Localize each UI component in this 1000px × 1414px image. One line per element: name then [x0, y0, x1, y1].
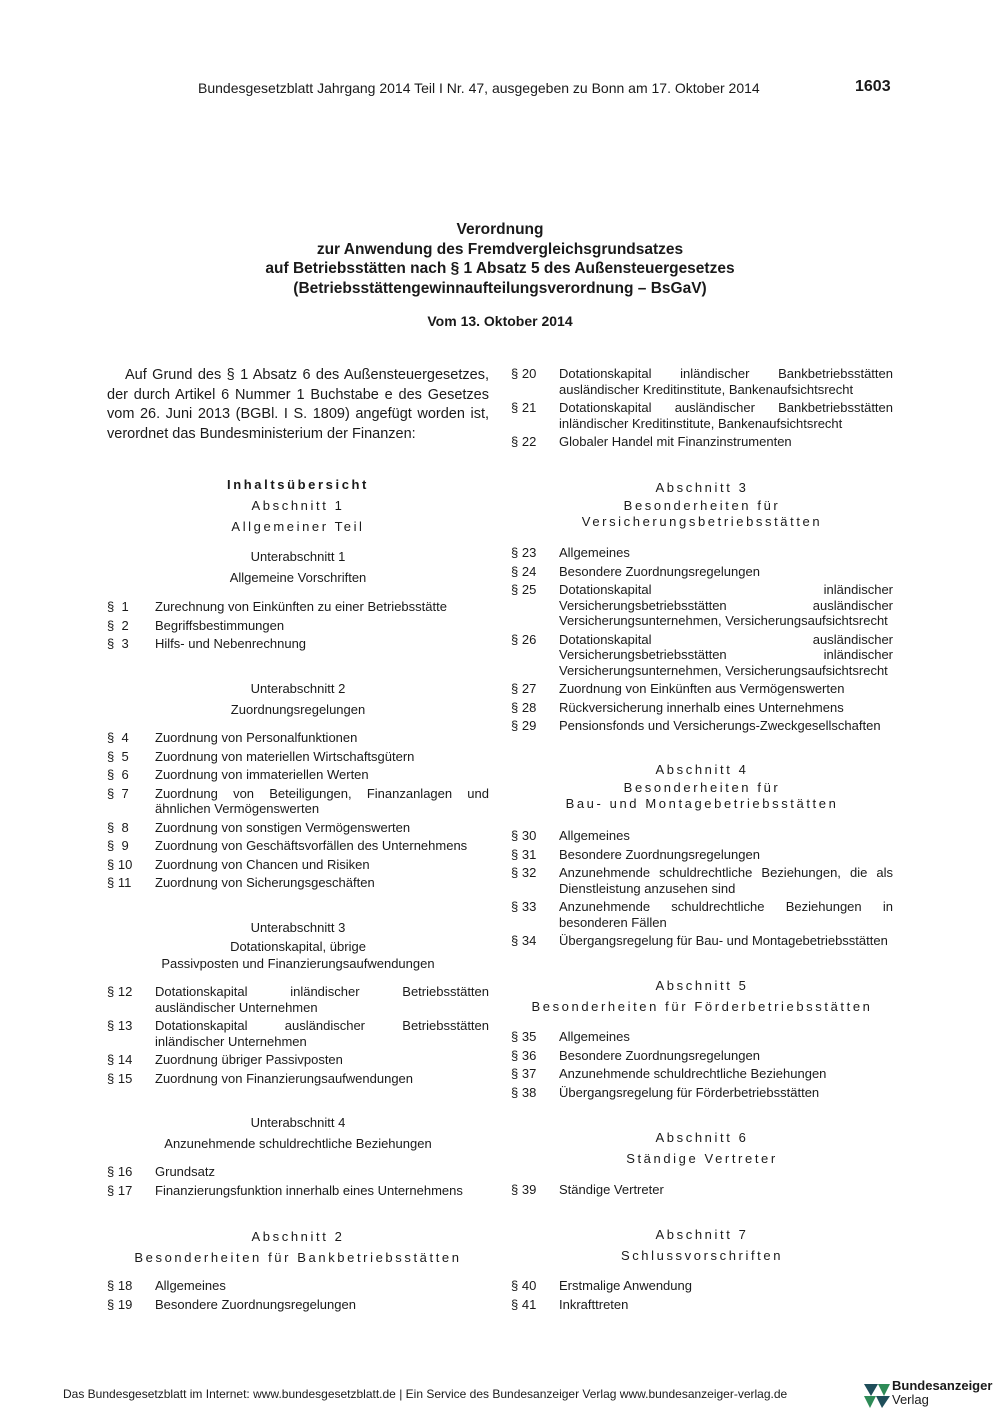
toc-entry-number: § 9	[107, 838, 129, 853]
toc-entry-number: § 17	[107, 1182, 133, 1198]
page-header	[0, 80, 1000, 102]
toc-entry	[511, 1182, 893, 1198]
toc-entry-number: § 8	[107, 819, 129, 835]
toc-entry-number: § 4	[107, 730, 129, 745]
unterabschnitt-1-name: Allgemeine Vorschriften	[229, 570, 367, 585]
toc-entry-title: Anzunehmende schuldrechtliche Beziehungen in besonderen Fällen	[559, 899, 893, 930]
toc-entry-title: Anzunehmende schuldrechtliche Beziehungen, die als Dienstleistung anzusehen sind	[559, 865, 893, 896]
abschnitt-6-label: Abschnitt 6	[655, 1130, 749, 1145]
toc-entry	[107, 1164, 489, 1180]
toc-entry	[511, 564, 893, 580]
abschnitt-2-list-continued	[511, 366, 893, 453]
toc-entry-title: Zuordnung von materiellen Wirtschaftsgütern	[155, 748, 415, 764]
title-line-1: Verordnung	[456, 221, 544, 238]
toc-entry-number: § 11	[107, 875, 132, 890]
unterabschnitt-2-label: Unterabschnitt 2	[250, 681, 346, 696]
toc-entry-number: § 21	[511, 400, 537, 415]
toc-entry-title: Besondere Zuordnungsregelungen	[559, 563, 760, 579]
toc-entry-number: § 24	[511, 563, 537, 579]
unterabschnitt-1-heading	[107, 546, 489, 588]
logo-line-2: Verlag	[892, 1392, 929, 1407]
toc-entry	[511, 865, 893, 896]
toc-entry	[511, 1278, 893, 1294]
toc-entry-title: Zuordnung von sonstigen Vermögenswerten	[155, 819, 411, 835]
toc-heading: Inhaltsübersicht	[226, 477, 369, 492]
toc-entry-number: § 34	[511, 933, 537, 948]
preamble-text	[107, 366, 489, 444]
toc-entry-number: § 23	[511, 545, 537, 560]
toc-entry-number: § 1	[107, 599, 129, 614]
toc-entry-number: § 39	[511, 1182, 537, 1197]
abschnitt-2-name: Besonderheiten für Bankbetriebsstätten	[134, 1250, 462, 1265]
toc-entry-number: § 33	[511, 899, 537, 914]
abschnitt-4-name-1: Besonderheiten für	[623, 780, 781, 795]
toc-entry-title: Zuordnung von Chancen und Risiken	[155, 856, 370, 872]
toc-entry-number: § 6	[107, 767, 129, 782]
toc-entry-number: § 19	[107, 1296, 133, 1312]
toc-entry-number: § 26	[511, 631, 537, 647]
abschnitt-5-heading	[511, 975, 893, 1017]
toc-entry	[107, 749, 489, 765]
abschnitt-3-name-1: Besonderheiten für	[623, 498, 781, 513]
toc-entry-number: § 30	[511, 828, 537, 843]
toc-entry-number: § 2	[107, 617, 129, 633]
toc-entry-number: § 28	[511, 699, 537, 715]
toc-entry	[511, 899, 893, 930]
unterabschnitt-2-heading	[107, 678, 489, 720]
bundesanzeiger-logo-icon	[862, 1380, 892, 1410]
toc-entry-title: Allgemeines	[559, 1029, 630, 1044]
toc-entry	[511, 1048, 893, 1064]
abschnitt-4-list	[511, 828, 893, 952]
abschnitt-4-heading	[511, 759, 893, 812]
toc-entry	[511, 681, 893, 697]
toc-entry-title: Anzunehmende schuldrechtliche Beziehungen	[559, 1066, 827, 1081]
unterabschnitt-4-name: Anzunehmende schuldrechtliche Beziehungen	[164, 1136, 432, 1151]
abschnitt-7-heading	[511, 1224, 893, 1266]
toc-entry	[107, 1278, 489, 1294]
toc-entry	[107, 599, 489, 615]
unterabschnitt-4-list	[107, 1164, 489, 1201]
toc-entry-title: Zuordnung von Personalfunktionen	[155, 730, 358, 745]
toc-entry	[107, 838, 489, 854]
title-line-4: (Betriebsstättengewinnaufteilungsverordnung – BsGaV)	[293, 279, 707, 297]
title-line-3: auf Betriebsstätten nach § 1 Absatz 5 des Außensteuergesetzes	[265, 260, 735, 277]
footer-text: Das Bundesgesetzblatt im Internet: www.bundesgesetzblatt.de | Ein Service des Bundesanzeiger Verlag www.bundesanzeiger-verlag.de	[63, 1387, 788, 1401]
toc-entry-title: Erstmalige Anwendung	[559, 1278, 692, 1293]
toc-entry	[107, 767, 489, 783]
toc-entry-title: Zuordnung von Finanzierungsaufwendungen	[155, 1070, 414, 1086]
abschnitt-6-name: Ständige Vertreter	[626, 1151, 778, 1166]
toc-entry-number: § 36	[511, 1047, 537, 1063]
toc-entry-number: § 25	[511, 582, 537, 597]
toc-entry	[107, 875, 489, 891]
toc-entry	[511, 1085, 893, 1101]
abschnitt-4-name-2: Bau- und Montagebetriebsstätten	[565, 796, 839, 811]
abschnitt-7-list	[511, 1278, 893, 1315]
toc-entry	[107, 1052, 489, 1068]
toc-entry-title: Hilfs- und Nebenrechnung	[155, 636, 307, 651]
toc-entry	[511, 1029, 893, 1045]
toc-entry-number: § 16	[107, 1164, 133, 1179]
toc-entry	[107, 1071, 489, 1087]
unterabschnitt-3-name-1: Dotationskapital, übrige	[230, 939, 366, 954]
abschnitt-2-list	[107, 1278, 489, 1315]
toc-entry	[511, 1297, 893, 1313]
logo-line-1: Bundesanzeiger	[892, 1378, 993, 1393]
toc-entry-number: § 10	[107, 856, 133, 872]
document-title	[100, 220, 900, 298]
toc-entry-title: Dotationskapital inländischer Bankbetriebsstätten ausländischer Kreditinstitute, Bankenaufsichtsrecht	[559, 366, 893, 397]
toc-entry-title: Dotationskapital ausländischer Betriebsstätten inländischer Unternehmen	[155, 1018, 489, 1049]
abschnitt-5-list	[511, 1029, 893, 1103]
toc-entry	[107, 820, 489, 836]
toc-entry-title: Begriffsbestimmungen	[155, 617, 285, 633]
toc-entry	[107, 730, 489, 746]
toc-entry	[511, 1066, 893, 1082]
abschnitt-2-heading	[107, 1226, 489, 1268]
toc-entry	[511, 632, 893, 679]
toc-entry-number: § 31	[511, 846, 537, 862]
toc-entry	[107, 984, 489, 1015]
toc-entry-number: § 13	[107, 1018, 133, 1033]
toc-entry-number: § 12	[107, 984, 133, 999]
toc-entry-number: § 40	[511, 1278, 537, 1293]
document-date: Vom 13. Oktober 2014	[427, 313, 573, 329]
toc-entry-title: Inkrafttreten	[559, 1296, 629, 1312]
toc-entry-title: Zuordnung von Sicherungsgeschäften	[155, 875, 375, 890]
toc-entry	[511, 400, 893, 431]
toc-entry-number: § 14	[107, 1052, 133, 1067]
abschnitt-3-heading	[511, 477, 893, 530]
toc-entry-title: Finanzierungsfunktion innerhalb eines Unternehmens	[155, 1182, 463, 1198]
toc-entry	[107, 1183, 489, 1199]
unterabschnitt-3-list	[107, 984, 489, 1089]
toc-entry-number: § 32	[511, 865, 537, 880]
abschnitt-5-label: Abschnitt 5	[655, 978, 749, 993]
toc-entry	[511, 545, 893, 561]
toc-entry	[107, 857, 489, 873]
abschnitt-6-list	[511, 1182, 893, 1201]
toc-entry	[107, 786, 489, 817]
toc-entry	[511, 933, 893, 949]
abschnitt-2-label: Abschnitt 2	[251, 1229, 345, 1244]
toc-entry-title: Übergangsregelung für Förderbetriebsstätten	[559, 1084, 820, 1100]
logo-wordmark	[892, 1379, 992, 1407]
toc-entry-title: Zuordnung von Beteiligungen, Finanzanlagen und ähnlichen Vermögenswerten	[155, 785, 489, 816]
abschnitt-7-label: Abschnitt 7	[655, 1227, 749, 1242]
toc-entry-title: Zurechnung von Einkünften zu einer Betriebsstätte	[155, 599, 447, 614]
toc-entry-number: § 18	[107, 1278, 133, 1293]
abschnitt-5-name: Besonderheiten für Förderbetriebsstätten	[531, 999, 873, 1014]
toc-entry-title: Allgemeines	[559, 545, 630, 560]
abschnitt-3-label: Abschnitt 3	[655, 480, 749, 495]
toc-entry-title: Allgemeines	[155, 1278, 226, 1293]
toc-entry-title: Zuordnung übriger Passivposten	[155, 1052, 343, 1067]
title-line-2: zur Anwendung des Fremdvergleichsgrundsatzes	[316, 240, 684, 258]
unterabschnitt-3-heading	[107, 917, 489, 972]
toc-entry-title: Ständige Vertreter	[559, 1182, 664, 1197]
toc-entry-number: § 37	[511, 1066, 537, 1081]
toc-entry-title: Zuordnung von Geschäftsvorfällen des Unternehmens	[155, 838, 468, 853]
toc-entry-title: Rückversicherung innerhalb eines Unternehmens	[559, 699, 844, 715]
abschnitt-3-name-2: Versicherungsbetriebsstätten	[581, 514, 823, 529]
unterabschnitt-4-heading	[107, 1112, 489, 1154]
toc-entry-title: Allgemeines	[559, 828, 630, 843]
toc-entry-number: § 27	[511, 681, 537, 696]
toc-entry-number: § 41	[511, 1296, 537, 1312]
toc-entry	[107, 636, 489, 652]
toc-entry-number: § 15	[107, 1070, 133, 1086]
unterabschnitt-3-name-2: Passivposten und Finanzierungsaufwendungen	[161, 956, 435, 971]
toc-entry	[511, 700, 893, 716]
toc-entry-number: § 5	[107, 748, 129, 764]
toc-entry	[511, 847, 893, 863]
toc-entry-number: § 20	[511, 366, 537, 381]
toc-entry-title: Besondere Zuordnungsregelungen	[155, 1296, 356, 1312]
abschnitt-1-label: Abschnitt 1	[251, 498, 345, 513]
abschnitt-6-heading	[511, 1127, 893, 1169]
unterabschnitt-4-label: Unterabschnitt 4	[250, 1115, 346, 1130]
toc-entry	[107, 618, 489, 634]
toc-entry-title: Zuordnung von Einkünften aus Vermögenswerten	[559, 681, 845, 696]
unterabschnitt-1-label: Unterabschnitt 1	[250, 549, 346, 564]
abschnitt-4-label: Abschnitt 4	[655, 762, 749, 777]
toc-entry-number: § 7	[107, 785, 129, 801]
toc-entry-title: Besondere Zuordnungsregelungen	[559, 846, 760, 862]
page-number: 1603	[855, 78, 891, 95]
toc-entry	[107, 1297, 489, 1313]
toc-entry-title: Zuordnung von immateriellen Werten	[155, 767, 369, 782]
toc-entry-title: Dotationskapital inländischer Betriebsstätten ausländischer Unternehmen	[155, 984, 489, 1015]
toc-entry	[511, 828, 893, 844]
abschnitt-3-list	[511, 545, 893, 737]
toc-entry-number: § 38	[511, 1084, 537, 1100]
toc-entry-title: Pensionsfonds und Versicherungs-Zweckgesellschaften	[559, 718, 881, 733]
abschnitt-1-name: Allgemeiner Teil	[231, 519, 365, 534]
unterabschnitt-3-label: Unterabschnitt 3	[250, 920, 346, 935]
toc-entry	[511, 718, 893, 734]
unterabschnitt-1-list	[107, 599, 489, 655]
preamble-body: Auf Grund des § 1 Absatz 6 des Außensteuergesetzes, der durch Artikel 6 Nummer 1 Buchstabe e des Gesetzes vom 26. Juni 2013 (BGBl. I S. 1809) angefügt worden ist, verordnet das Bundesministerium der Finanzen:	[107, 367, 489, 442]
unterabschnitt-2-list	[107, 730, 489, 894]
unterabschnitt-2-name: Zuordnungsregelungen	[230, 702, 366, 717]
toc-entry	[511, 582, 893, 629]
toc-entry-number: § 35	[511, 1029, 537, 1044]
toc-entry-title: Globaler Handel mit Finanzinstrumenten	[559, 434, 792, 449]
toc-entry-title: Besondere Zuordnungsregelungen	[559, 1047, 760, 1063]
toc-entry-number: § 22	[511, 434, 537, 449]
header-text: Bundesgesetzblatt Jahrgang 2014 Teil I Nr. 47, ausgegeben zu Bonn am 17. Oktober 2014	[198, 80, 760, 96]
toc-entry-number: § 29	[511, 718, 537, 733]
toc-entry-title: Dotationskapital ausländischer Versicherungsbetriebsstätten inländischer Versicherungsunternehmen, Versicherungsaufsichtsrecht	[559, 631, 893, 678]
toc-entry-title: Grundsatz	[155, 1164, 215, 1179]
toc-entry-title: Dotationskapital ausländischer Bankbetriebsstätten inländischer Kreditinstitute, Bankenaufsichtsrecht	[559, 400, 893, 431]
toc-entry-title: Dotationskapital inländischer Versicherungsbetriebsstätten ausländischer Versicherungsunternehmen, Versicherungsaufsichtsrecht	[559, 582, 893, 628]
toc-entry-title: Übergangsregelung für Bau- und Montagebetriebsstätten	[559, 933, 888, 948]
toc-heading-block	[107, 474, 489, 537]
toc-entry	[107, 1018, 489, 1049]
toc-entry	[511, 434, 893, 450]
abschnitt-7-name: Schlussvorschriften	[620, 1248, 784, 1263]
toc-entry	[511, 366, 893, 397]
toc-entry-number: § 3	[107, 636, 129, 651]
